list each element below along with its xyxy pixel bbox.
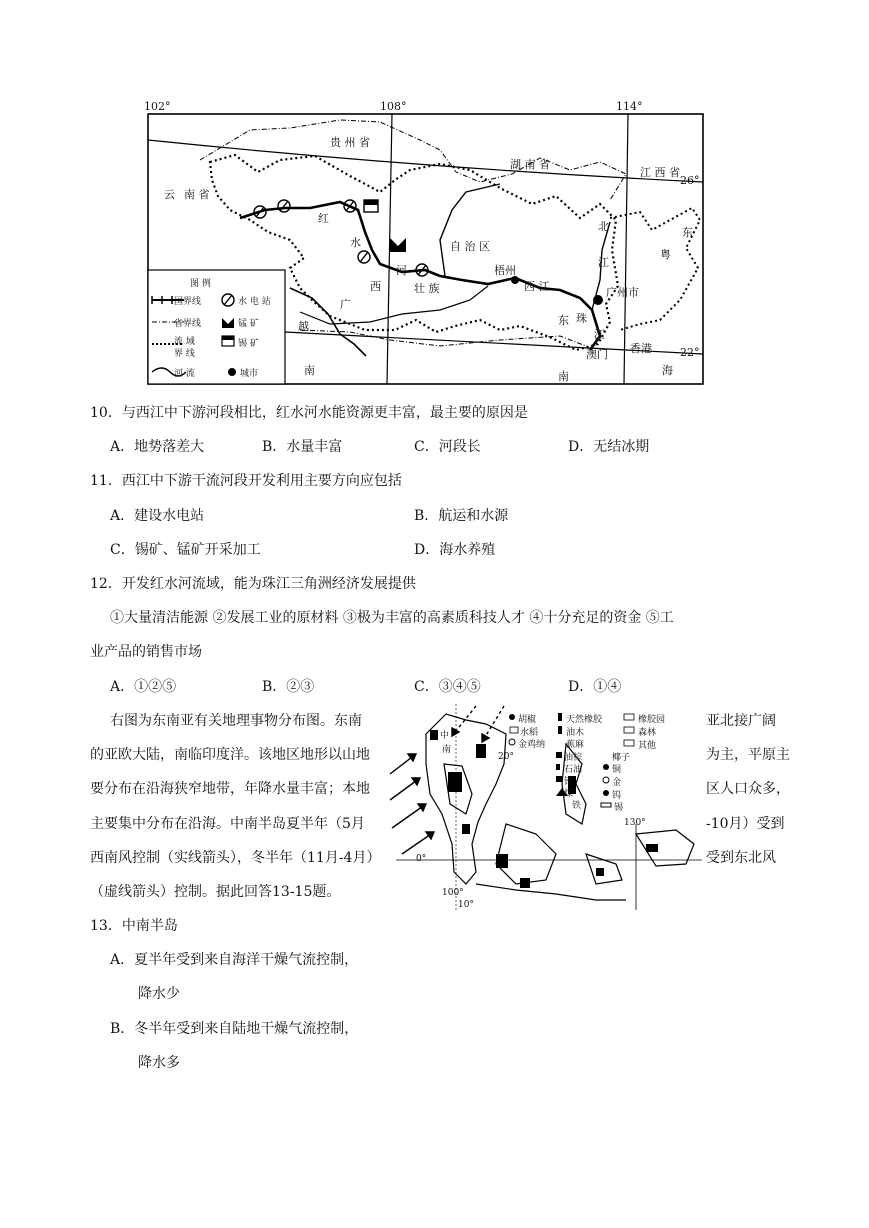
sea-legend-rubber-garden: 橡胶园: [638, 715, 666, 725]
label-wuzhou: 梧州: [494, 264, 516, 277]
label-xijiang: 西 江: [524, 280, 550, 293]
intro-line-3: 要分布在沿海狭窄地带，年降水量丰富；本地: [90, 781, 370, 797]
sea-legend-pepper: 胡椒: [518, 715, 537, 725]
label-guangdong-b: 粤: [660, 248, 671, 261]
label-hong: 红: [318, 212, 329, 225]
intro-right-4: -10月）受到: [706, 816, 785, 832]
q12-option-a: A．①②⑤: [110, 679, 177, 695]
label-zhuang: 壮 族: [414, 282, 440, 295]
q11-stem: 11．西江中下游干流河段开发利用主要方向应包括: [90, 473, 402, 489]
sea-label-nan: 南: [442, 745, 452, 755]
sea-coord-20: 20°: [498, 752, 514, 762]
sea-legend-other: 其他: [638, 741, 657, 751]
sea-legend-rice: 水稻: [520, 728, 539, 738]
q10-option-d: D．无结冰期: [568, 439, 650, 455]
q10-option-b: B．水量丰富: [262, 439, 343, 455]
label-guizhou: 贵 州 省: [330, 136, 370, 149]
label-zizhiqu: 自 治 区: [450, 240, 490, 253]
intro-line-2: 的亚欧大陆，南临印度洋。该地区地形以山地: [90, 747, 370, 763]
q12-option-d: D．①④: [568, 679, 622, 695]
label-guangzhou: 广州市: [606, 286, 639, 299]
lon-108: 108°: [380, 100, 407, 113]
q11-option-a: A．建设水电站: [110, 508, 205, 524]
intro-right-1: 亚北接广阔: [706, 713, 776, 729]
label-shui: 水: [350, 236, 361, 249]
q13-option-a-cont: 降水少: [138, 986, 180, 1002]
sea-legend-oilpalm: 油棕: [564, 753, 583, 763]
guangxi-map-svg: [140, 100, 710, 390]
intro-line-5: 西南风控制（实线箭头），冬半年（11月-4月）: [90, 850, 381, 866]
legend-title: 图 例: [190, 279, 211, 289]
label-dong: 东: [558, 314, 569, 327]
sea-label-zhong: 中: [440, 731, 450, 741]
label-jiangxi: 江 西 省: [640, 166, 680, 179]
sea-legend-copper: 铜: [612, 765, 622, 775]
label-jiang2: 江: [594, 328, 605, 341]
q12-line1: ①大量清洁能源 ②发展工业的原材料 ③极为丰富的高素质科技人才 ④十分充足的资金 ⑤工: [110, 610, 674, 626]
sea-legend-tungsten: 钨: [612, 791, 622, 801]
sea-coord-130: 130°: [624, 818, 646, 828]
label-yunnan-b: 南 省: [184, 188, 210, 201]
southeast-asia-map: [386, 704, 702, 910]
sea-legend-forest: 森林: [638, 728, 657, 738]
q11-option-b: B．航运和水源: [414, 508, 509, 524]
q12-option-b: B．②③: [262, 679, 315, 695]
sea-legend-gold: 金: [612, 778, 622, 788]
sea-coord-0: 0°: [416, 854, 427, 864]
sea-legend-abaca: 蕉麻: [566, 740, 585, 750]
sea-legend-oilwood: 油木: [566, 728, 585, 738]
q10-option-a: A．地势落差大: [110, 439, 205, 455]
legend-river: 河 流: [174, 369, 195, 379]
label-jiang: 江: [598, 256, 609, 269]
q13-option-b: B．冬半年受到来自陆地干燥气流控制，: [110, 1021, 359, 1037]
legend-mn: 锰 矿: [238, 319, 259, 329]
label-he: 河: [396, 264, 407, 277]
lon-102: 102°: [144, 100, 171, 113]
q12-line2: 业产品的销售市场: [90, 644, 202, 660]
lon-114: 114°: [616, 100, 643, 113]
label-guang: 广: [340, 298, 351, 311]
sea-legend-oil: 石油: [564, 765, 583, 775]
legend-basin-a: 流 域: [174, 337, 195, 347]
sea-coord-10: 10°: [458, 900, 474, 910]
sea-legend-rubber: 天然橡胶: [566, 715, 603, 725]
q12-option-c: C．③④⑤: [414, 679, 481, 695]
q13-stem: 13．中南半岛: [90, 918, 178, 934]
sea-coord-100: 100°: [442, 888, 464, 898]
label-zhu: 珠: [576, 312, 587, 325]
lat-22: 22°: [680, 346, 700, 359]
q11-option-c: C．锡矿、锰矿开采加工: [110, 542, 261, 558]
q13-option-a: A．夏半年受到来自海洋干燥气流控制，: [110, 952, 359, 968]
q10-option-c: C．河段长: [414, 439, 481, 455]
label-hunan: 湖 南 省: [510, 158, 550, 171]
label-guangdong-a: 东: [682, 226, 693, 239]
intro-line-4: 主要集中分布在沿海。中南半岛夏半年（5月: [90, 816, 365, 832]
label-bei: 北: [598, 220, 609, 233]
label-aomen: 澳门: [586, 348, 608, 361]
sea-legend-iron: 铁: [572, 801, 582, 811]
sea-legend-coal: 煤: [564, 789, 574, 799]
intro-line-6: （虚线箭头）控制。据此回答13-15题。: [90, 884, 341, 900]
guangxi-map: [140, 100, 710, 390]
label-yue: 越: [298, 320, 309, 333]
label-yunnan-a: 云: [164, 188, 175, 201]
q13-option-b-cont: 降水多: [138, 1055, 180, 1071]
label-hai: 海: [662, 364, 673, 377]
lat-26: 26°: [680, 174, 700, 187]
legend-hydro: 水 电 站: [238, 297, 271, 307]
q10-stem: 10．与西江中下游河段相比，红水河水能资源更丰富，最主要的原因是: [90, 405, 528, 421]
sea-legend-tin: 锡: [614, 803, 624, 813]
legend-basin-b: 界 线: [174, 349, 195, 359]
label-xianggang: 香港: [630, 342, 652, 355]
sea-legend-coconut: 椰子: [612, 753, 631, 763]
sea-legend-chromium: 铬: [564, 777, 574, 787]
label-nan2: 南: [558, 370, 569, 383]
intro-right-3: 区人口众多，: [706, 781, 790, 797]
label-xi: 西: [370, 280, 381, 293]
legend-city: 城市: [240, 369, 259, 379]
legend-tin: 锡 矿: [238, 339, 259, 349]
legend-border: 国界线: [174, 297, 202, 307]
intro-line-1: 右图为东南亚有关地理事物分布图。东南: [110, 713, 362, 729]
legend-province: 省界线: [174, 319, 202, 329]
q11-option-d: D．海水养殖: [414, 542, 496, 558]
label-nan1: 南: [304, 364, 315, 377]
intro-right-5: 受到东北风: [706, 850, 776, 866]
intro-right-2: 为主，平原主: [706, 747, 790, 763]
sea-legend-cinchona: 金鸡纳: [518, 740, 546, 750]
q12-stem: 12．开发红水河流域，能为珠江三角洲经济发展提供: [90, 576, 416, 592]
